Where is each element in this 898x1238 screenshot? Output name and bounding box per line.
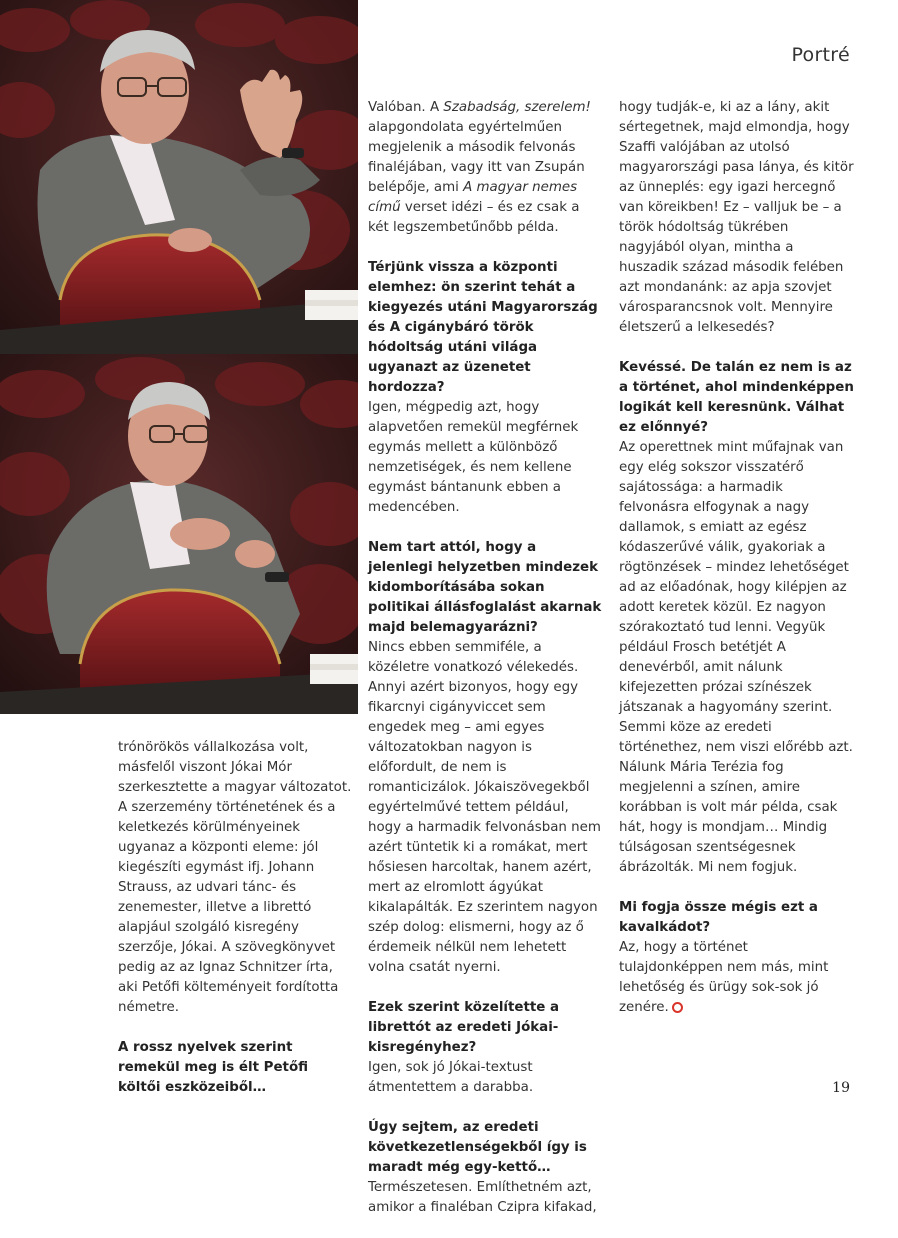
article-column-1 (118, 738, 354, 1098)
question: Nem tart attól, hogy a jelenlegi helyzetben mindezek kidomborításába sokan politikai állásfoglalást akarnak majd belemagyarázni? (368, 540, 602, 635)
photo-top-illustration (0, 0, 358, 354)
answer: Igen, mégpedig azt, hogy alapvetően remekül megférnek egymás mellett a különböző nemzetiségek, és nem kellene egymást bántanunk ebben a medencében. (368, 400, 579, 515)
italic-title: A magyar nemes (463, 180, 578, 195)
photo-bottom (0, 354, 358, 714)
section-label: Portré (791, 44, 850, 66)
answer-text: Az, hogy a történet tulajdonképpen nem más, mint lehetőség és ürügy sok-sok jó zenére. (619, 940, 829, 1015)
paragraph: trónörökös vállalkozása volt, másfelől viszont Jókai Mór szerkesztette a magyar változatot. A szerzemény történetének és a keletkezés körülményeinek ugyanaz a központi eleme: jól kiegészíti egymást ifj. Johann Strauss, az udvari tánc- és zenemester, illetve a librettó alapjául szolgáló kisregény szerzője, Jókai. A szövegkönyvet pedig az az Ignaz Schnitzer írta, aki Petőfi költeményeit fordította németre. (118, 740, 352, 1015)
article-column-2 (368, 98, 604, 1238)
text-run: alapgondolata egyértelműen megjelenik a második felvonás finaléjában, vagy itt van Zsupán belépője, ami (368, 120, 585, 195)
paragraph: hogy tudják-e, ki az a lány, akit sértegetnek, majd elmondja, hogy Szaffi valójában az utolsó magyarországi pasa lánya, és kitör az ünneplés: egy igazi hercegnő van köreikben! Ez – valljuk be – a török hódoltság tükrében nagyjából olyan, mintha a huszadik század második felében azt mondanánk: az apja szovjet városparancsnok volt. Mennyire életszerű a lelkesedés? (619, 100, 854, 335)
text-run: verset idézi – és ez csak a két legszembetűnőbb példa. (368, 200, 580, 235)
question: Ezek szerint közelítette a librettót az eredeti Jókai-kisregényhez? (368, 1000, 560, 1055)
text-run: Valóban. A (368, 100, 444, 115)
page-number: 19 (832, 1080, 850, 1096)
paragraph (368, 98, 604, 238)
question: Úgy sejtem, az eredeti következetlenségekből így is maradt még egy-kettő… (368, 1120, 587, 1175)
article-column-3 (619, 98, 855, 1038)
question: Kevéssé. De talán ez nem is az a történet, ahol mindenképpen logikát kell keresnünk. Válhat ez előnnyé? (619, 360, 854, 435)
answer: Nincs ebben semmiféle, a közéletre vonatkozó vélekedés. Annyi azért bizonyos, hogy egy fikarcnyi cigányviccet sem engedek meg – ami egyes változatokban nagyon is előfordult, de nem is romanticizálok. Jókaiszövegekből egyértelművé tettem például, hogy a harmadik felvonásban nem azért tüntetik ki a romákat, mert hősiesen harcoltak, hanem azért, mert az elromlott ágyúkat kikalapálták. Ez szerintem nagyon szép dolog: elismerni, hogy az ő érdemeik nélkül nem lehetett volna csatát nyerni. (368, 640, 601, 975)
answer (619, 938, 855, 1018)
italic-word: című (368, 200, 401, 215)
question: Mi fogja össze mégis ezt a kavalkádot? (619, 900, 818, 935)
question: Térjünk vissza a központi elemhez: ön szerint tehát a kiegyezés utáni Magyarország és A cigánybáró török hódoltság utáni világa ugyanazt az üzenetet hordozza? (368, 260, 598, 395)
answer: Az operettnek mint műfajnak van egy elég sokszor visszatérő sajátossága: a harmadik felvonásra elfogynak a nagy dallamok, s emiatt az egész kódaszerűvé válik, gyakoriak a rögtönzések – mindez lehetőséget ad az előadónak, hogy kilépjen az adott keretek közül. Ez nagyon szórakoztató tud lenni. Vegyük például Frosch betétjét A denevérből, amit nálunk kifejezetten prózai színészek játszanak a hagyomány szerint. Semmi köze az eredeti történethez, nem viszi előrébb azt. Nálunk Mária Terézia fog megjelenni a színen, amire korábban is volt már példa, csak hát, hogy is mondjam… Mindig túlságosan szentségesnek ábrázolták. Mi nem fogjuk. (619, 440, 853, 875)
end-mark-icon (672, 1002, 683, 1013)
answer: Természetesen. Említhetném azt, amikor a finaléban Czipra kifakad, (368, 1180, 597, 1215)
question: A rossz nyelvek szerint remekül meg is élt Petőfi költői eszközeiből… (118, 1040, 309, 1095)
italic-title: Szabadság, szerelem! (443, 100, 591, 115)
photo-bottom-illustration (0, 354, 358, 714)
answer: Igen, sok jó Jókai-textust átmentettem a darabba. (368, 1060, 534, 1095)
photo-top (0, 0, 358, 354)
